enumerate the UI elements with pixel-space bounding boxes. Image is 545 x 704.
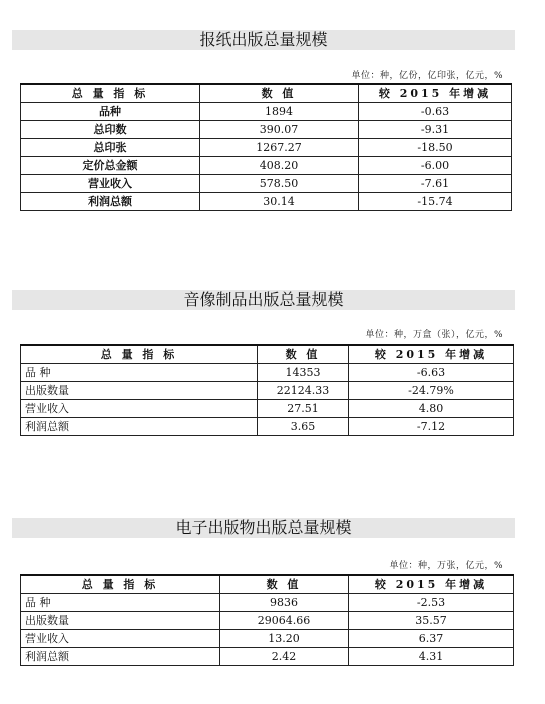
table-row (21, 157, 512, 175)
audio-video-table (20, 344, 514, 436)
table-row (21, 594, 514, 612)
row-value: 1267.27 (200, 139, 359, 157)
row-label: 营业收入 (21, 175, 200, 193)
row-value: 13.20 (220, 630, 349, 648)
table-header-row (21, 575, 514, 594)
header-indicator: 总 量 指 标 (21, 345, 258, 364)
table-row (21, 121, 512, 139)
row-change: -15.74 (359, 193, 512, 211)
row-value: 1894 (200, 103, 359, 121)
row-value: 390.07 (200, 121, 359, 139)
row-label: 品 种 (21, 364, 258, 382)
row-value: 30.14 (200, 193, 359, 211)
row-change: -24.79% (349, 382, 514, 400)
header-value: 数 值 (200, 84, 359, 103)
header-value: 数 值 (258, 345, 349, 364)
table-header-row (21, 345, 514, 364)
electronic-unit: 单位：种，万张，亿元，% (389, 561, 503, 571)
row-value: 9836 (220, 594, 349, 612)
row-label: 出版数量 (21, 612, 220, 630)
row-label: 品 种 (21, 594, 220, 612)
row-value: 408.20 (200, 157, 359, 175)
row-value: 578.50 (200, 175, 359, 193)
header-indicator: 总 量 指 标 (21, 575, 220, 594)
row-label: 营业收入 (21, 630, 220, 648)
audio-video-unit: 单位：种，万盒（张），亿元，% (365, 330, 503, 340)
row-change: -9.31 (359, 121, 512, 139)
row-value: 29064.66 (220, 612, 349, 630)
table-row (21, 175, 512, 193)
header-change: 较 2015 年增减 (349, 345, 514, 364)
table-row (21, 630, 514, 648)
row-value: 2.42 (220, 648, 349, 666)
row-change: -0.63 (359, 103, 512, 121)
table-row (21, 103, 512, 121)
newspaper-unit: 单位：种，亿份，亿印张，亿元，% (351, 71, 503, 81)
header-indicator: 总 量 指 标 (21, 84, 200, 103)
row-change: -6.00 (359, 157, 512, 175)
row-label: 品种 (21, 103, 200, 121)
table-row (21, 139, 512, 157)
row-value: 3.65 (258, 418, 349, 436)
row-change: 6.37 (349, 630, 514, 648)
row-change: -7.61 (359, 175, 512, 193)
electronic-title: 电子出版物出版总量规模 (175, 518, 352, 537)
row-change: -18.50 (359, 139, 512, 157)
table-row (21, 382, 514, 400)
row-change: 4.31 (349, 648, 514, 666)
row-change: -6.63 (349, 364, 514, 382)
row-label: 出版数量 (21, 382, 258, 400)
row-change: -2.53 (349, 594, 514, 612)
audio-video-title: 音像制品出版总量规模 (183, 290, 344, 309)
row-label: 总印张 (21, 139, 200, 157)
table-header-row (21, 84, 512, 103)
row-label: 营业收入 (21, 400, 258, 418)
row-label: 利润总额 (21, 193, 200, 211)
table-row (21, 418, 514, 436)
electronic-table (20, 574, 514, 666)
row-label: 利润总额 (21, 418, 258, 436)
newspaper-table (20, 83, 512, 211)
row-value: 22124.33 (258, 382, 349, 400)
header-change: 较 2015 年增减 (359, 84, 512, 103)
row-change: 35.57 (349, 612, 514, 630)
table-row (21, 193, 512, 211)
header-value: 数 值 (220, 575, 349, 594)
row-change: -7.12 (349, 418, 514, 436)
row-value: 27.51 (258, 400, 349, 418)
table-row (21, 648, 514, 666)
row-label: 定价总金额 (21, 157, 200, 175)
table-row (21, 400, 514, 418)
table-row (21, 364, 514, 382)
row-label: 利润总额 (21, 648, 220, 666)
table-row (21, 612, 514, 630)
row-change: 4.80 (349, 400, 514, 418)
header-change: 较 2015 年增减 (349, 575, 514, 594)
newspaper-title: 报纸出版总量规模 (199, 30, 328, 49)
row-value: 14353 (258, 364, 349, 382)
row-label: 总印数 (21, 121, 200, 139)
